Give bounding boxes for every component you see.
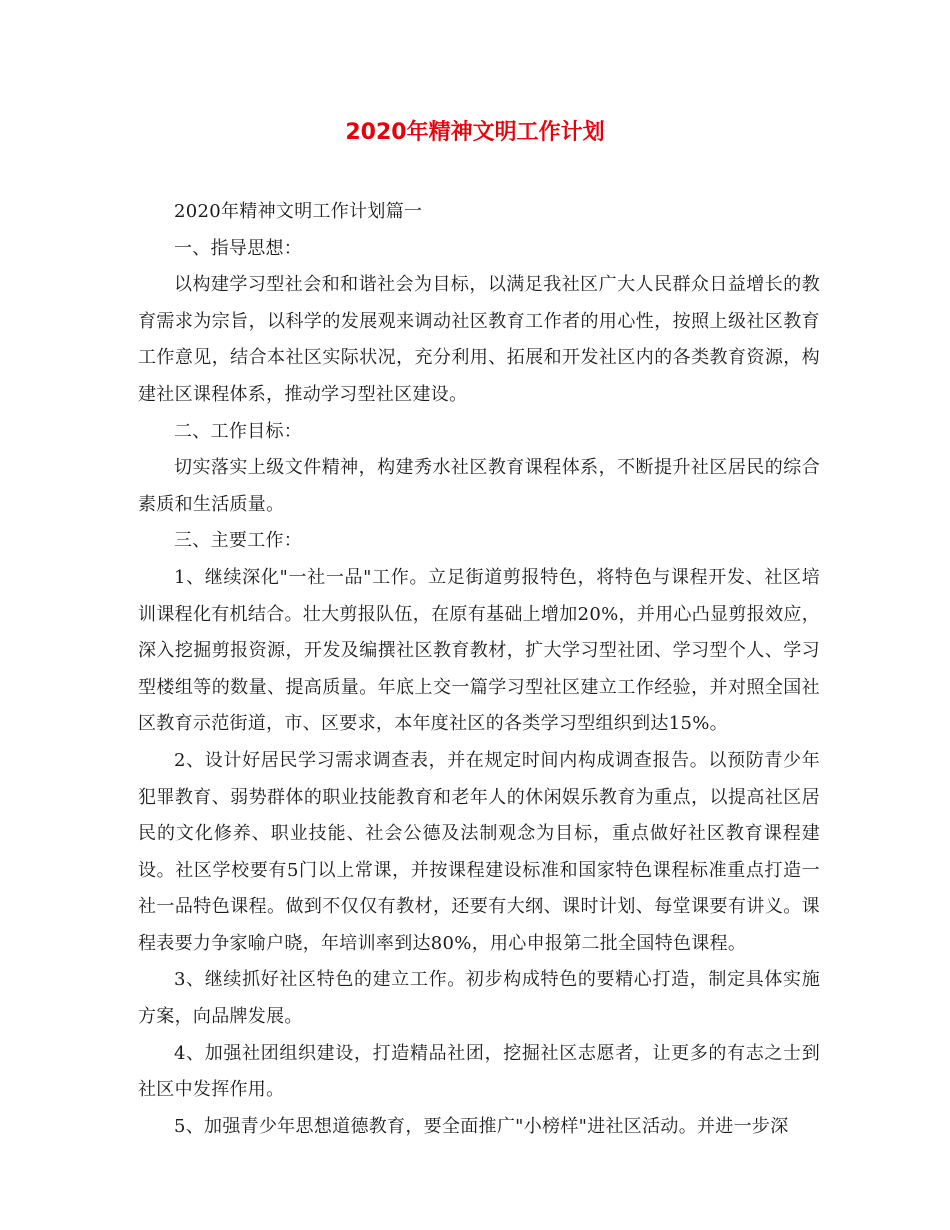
paragraph-item-2: 2、设计好居民学习需求调查表，并在规定时间内构成调查报告。以预防青少年犯罪教育、弱势群体的职业技能教育和老年人的休闲娱乐教育为重点，以提高社区居民的文化修养、职业技能、社会公德及法制观念为目标，重点做好社区教育课程建设。社区学校要有5门以上常课，并按课程建设标准和国家特色课程标准重点打造一社一品特色课程。做到不仅仅有教材，还要有大纲、课时计划、每堂课要有讲义。课程表要力争家喻户晓，年培训率到达80%，用心申报第二批全国特色课程。 — [138, 749, 820, 954]
paragraph-guiding-ideology: 以构建学习型社会和和谐社会为目标，以满足我社区广大人民群众日益增长的教育需求为宗旨，以科学的发展观来调动社区教育工作者的用心性，按照上级社区教育工作意见，结合本社区实际状况，充分利用、拓展和开发社区内的各类教育资源，构建社区课程体系，推动学习型社区建设。 — [138, 274, 820, 405]
paragraph-work-goals: 切实落实上级文件精神，构建秀水社区教育课程体系，不断提升社区居民的综合素质和生活质量。 — [138, 457, 820, 515]
document-body — [138, 194, 820, 1145]
heading-main-work: 三、主要工作： — [174, 530, 303, 552]
section-heading: 2020年精神文明工作计划篇一 — [174, 201, 423, 222]
paragraph-item-3: 3、继续抓好社区特色的建立工作。初步构成特色的要精心打造，制定具体实施方案，向品牌发展。 — [138, 969, 820, 1028]
paragraph-item-1: 1、继续深化"一社一品"工作。立足街道剪报特色，将特色与课程开发、社区培训课程化有机结合。壮大剪报队伍，在原有基础上增加20%，并用心凸显剪报效应，深入挖掘剪报资源，开发及编撰社区教育教材，扩大学习型社团、学习型个人、学习型楼组等的数量、提高质量。年底上交一篇学习型社区建立工作经验，并对照全国社区教育示范街道，市、区要求，本年度社区的各类学习型组织到达15%。 — [138, 566, 820, 735]
document-title: 2020年精神文明工作计划 — [345, 120, 605, 145]
heading-work-goals: 二、工作目标： — [174, 420, 303, 442]
heading-guiding-ideology: 一、指导思想： — [174, 237, 303, 259]
paragraph-item-5: 5、加强青少年思想道德教育，要全面推广"小榜样"进社区活动。并进一步深 — [174, 1115, 789, 1137]
paragraph-item-4: 4、加强社团组织建设，打造精品社团，挖掘社区志愿者，让更多的有志之士到社区中发挥作用。 — [138, 1042, 820, 1101]
